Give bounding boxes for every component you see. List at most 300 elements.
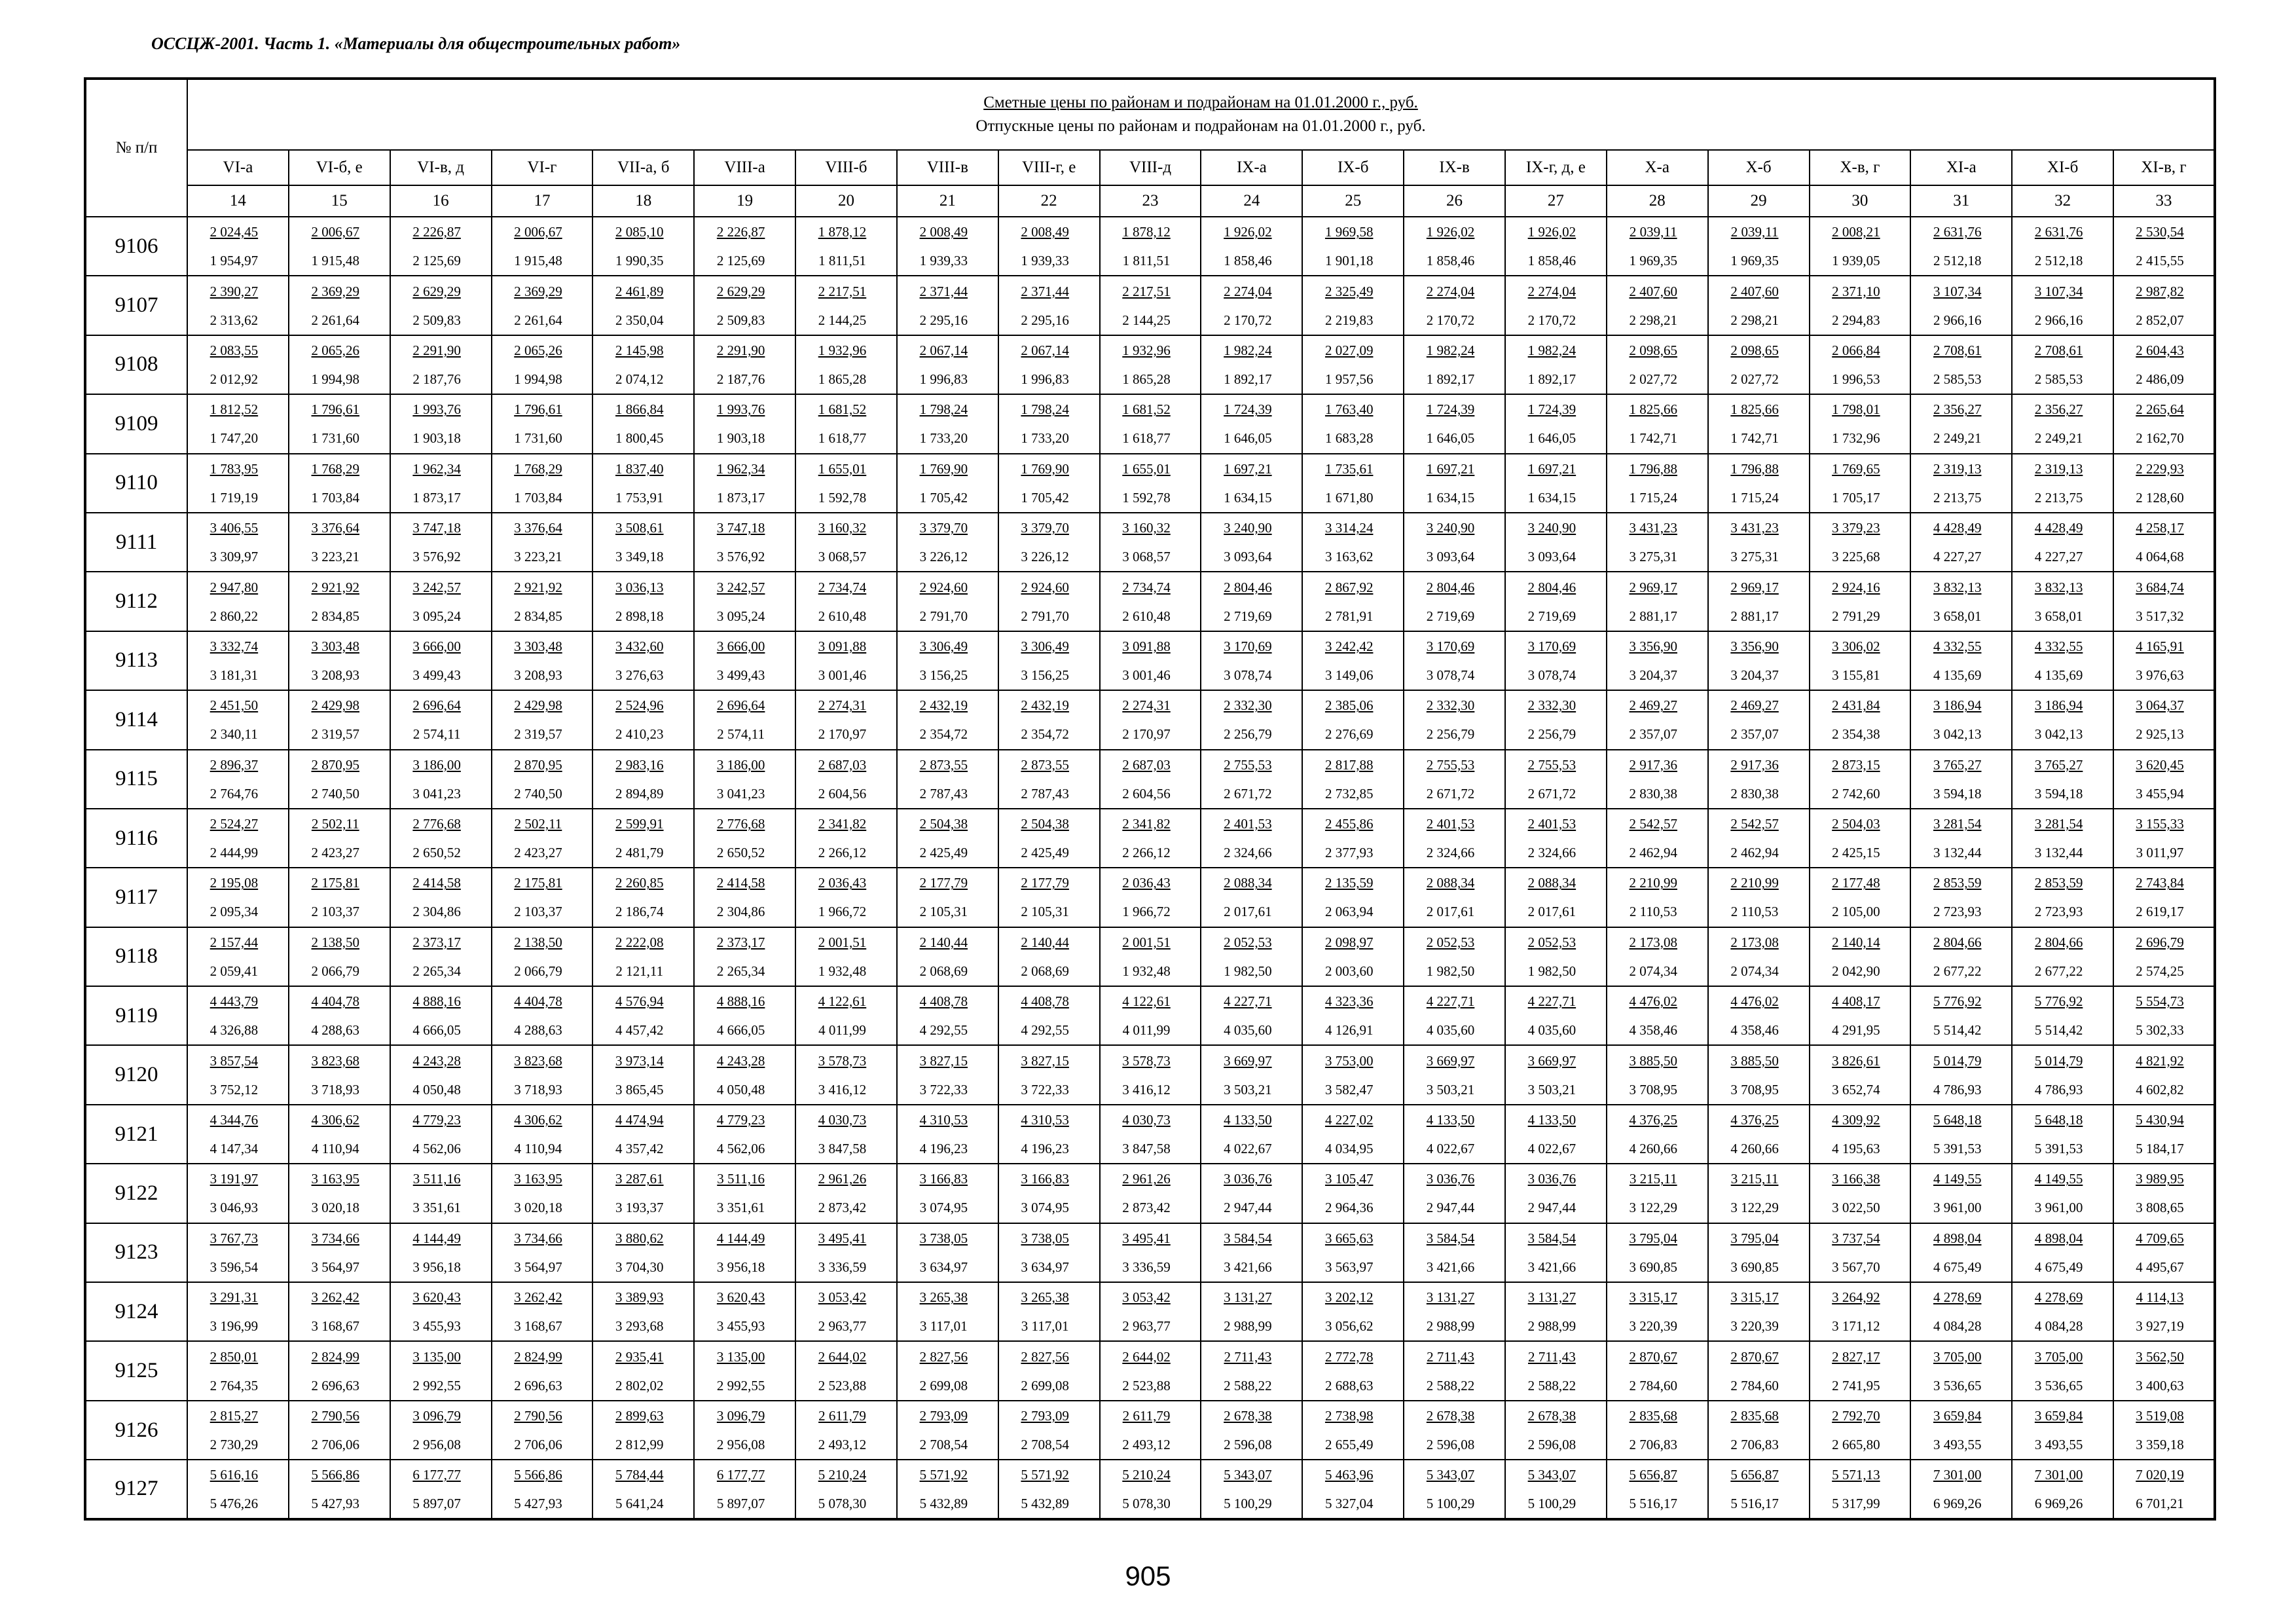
estimated-price: 3 857,54 <box>210 1052 259 1069</box>
price-cell <box>795 394 897 453</box>
price-cell <box>1302 1341 1404 1400</box>
price-cell <box>1404 1341 1505 1400</box>
price-cell <box>289 1223 390 1282</box>
price-cell <box>1505 394 1607 453</box>
release-price: 1 915,48 <box>311 253 360 269</box>
release-price: 2 462,94 <box>1629 845 1677 861</box>
release-price: 2 410,23 <box>615 726 664 743</box>
release-price: 3 078,74 <box>1224 667 1272 683</box>
release-price: 2 988,99 <box>1527 1318 1576 1335</box>
estimated-price: 5 776,92 <box>1933 993 1982 1010</box>
price-cell <box>1201 1105 1302 1164</box>
release-price: 3 722,33 <box>919 1081 968 1098</box>
estimated-price: 3 620,43 <box>716 1289 765 1306</box>
price-cell <box>2113 809 2215 868</box>
column-number: 20 <box>795 185 897 217</box>
estimated-price: 1 993,76 <box>412 401 461 418</box>
release-price: 3 351,61 <box>716 1200 765 1216</box>
release-price: 1 939,05 <box>1832 253 1880 269</box>
release-price: 2 481,79 <box>615 845 664 861</box>
estimated-price: 4 323,36 <box>1324 993 1374 1010</box>
price-cell <box>592 1045 694 1104</box>
estimated-price: 3 432,60 <box>615 638 664 654</box>
release-price: 3 020,18 <box>311 1200 360 1216</box>
estimated-price: 2 098,97 <box>1324 934 1374 950</box>
price-cell <box>1100 1282 1201 1341</box>
estimated-price: 3 765,27 <box>1933 756 1982 773</box>
price-cell <box>492 1460 593 1519</box>
estimated-price: 4 030,73 <box>1122 1112 1171 1128</box>
price-cell <box>187 809 289 868</box>
price-cell <box>998 868 1100 927</box>
release-price: 2 852,07 <box>2136 312 2184 328</box>
price-cell <box>592 690 694 749</box>
estimated-price: 2 921,92 <box>311 579 360 595</box>
price-cell <box>1708 1105 1810 1164</box>
estimated-price: 2 429,98 <box>514 697 562 714</box>
estimated-price: 2 140,44 <box>919 934 968 950</box>
price-cell <box>694 927 795 986</box>
estimated-price: 3 885,50 <box>1730 1052 1779 1069</box>
release-price: 2 834,85 <box>514 608 562 624</box>
release-price: 1 705,42 <box>919 489 968 506</box>
release-price: 2 066,79 <box>514 963 562 979</box>
price-cell <box>1302 335 1404 394</box>
price-cell <box>592 1164 694 1223</box>
estimated-price: 3 170,69 <box>1426 638 1475 654</box>
estimated-price: 2 274,31 <box>818 697 867 714</box>
release-price: 3 223,21 <box>514 549 562 565</box>
release-price: 5 078,30 <box>818 1495 867 1511</box>
estimated-price: 1 798,24 <box>919 401 968 418</box>
estimated-price: 4 332,55 <box>1933 638 1982 654</box>
price-cell <box>1302 1401 1404 1460</box>
release-price: 5 317,99 <box>1832 1495 1880 1511</box>
estimated-price: 2 935,41 <box>615 1348 664 1365</box>
row-number: 9119 <box>85 986 187 1045</box>
estimated-price: 2 502,11 <box>311 816 359 832</box>
price-cell <box>1201 572 1302 631</box>
release-price: 2 249,21 <box>1933 430 1982 447</box>
price-cell <box>1607 1401 1708 1460</box>
release-price: 3 455,94 <box>2136 785 2184 802</box>
price-cell <box>1910 335 2012 394</box>
release-price: 3 704,30 <box>615 1259 664 1275</box>
release-price: 2 677,22 <box>2034 963 2083 979</box>
estimated-price: 3 053,42 <box>1122 1289 1171 1306</box>
estimated-price: 3 281,54 <box>1933 816 1982 832</box>
estimated-price: 3 379,70 <box>1021 520 1069 536</box>
row-number: 9108 <box>85 335 187 394</box>
estimated-price: 3 170,69 <box>1527 638 1576 654</box>
release-price: 3 634,97 <box>919 1259 968 1275</box>
price-cell <box>1607 1045 1708 1104</box>
estimated-price: 4 408,78 <box>919 993 968 1010</box>
column-number: 17 <box>492 185 593 217</box>
estimated-price: 3 389,93 <box>615 1289 664 1306</box>
release-price: 1 994,98 <box>311 371 360 387</box>
release-price: 2 791,29 <box>1832 608 1880 624</box>
release-price: 3 078,74 <box>1426 667 1475 683</box>
price-cell <box>1708 1401 1810 1460</box>
estimated-price: 2 772,78 <box>1324 1348 1374 1365</box>
release-price: 3 421,66 <box>1527 1259 1576 1275</box>
release-price: 3 847,58 <box>818 1141 867 1157</box>
table-row <box>85 986 2215 1045</box>
estimated-price: 3 264,92 <box>1832 1289 1880 1306</box>
price-cell <box>592 335 694 394</box>
release-price: 2 295,16 <box>919 312 968 328</box>
estimated-price: 3 832,13 <box>1933 579 1982 595</box>
estimated-price: 2 265,64 <box>2136 401 2184 418</box>
price-cell <box>289 217 390 276</box>
release-price: 1 939,33 <box>1021 253 1069 269</box>
release-price: 2 992,55 <box>716 1377 765 1393</box>
release-price: 3 078,74 <box>1527 667 1576 683</box>
release-price: 2 512,18 <box>1933 253 1982 269</box>
price-cell <box>187 1341 289 1400</box>
release-price: 2 213,75 <box>2034 489 2083 506</box>
price-cell <box>592 809 694 868</box>
estimated-price: 1 866,84 <box>615 401 664 418</box>
release-price: 1 939,33 <box>919 253 968 269</box>
estimated-price: 2 987,82 <box>2136 283 2184 299</box>
release-price: 2 742,60 <box>1832 785 1880 802</box>
release-price: 1 715,24 <box>1629 489 1677 506</box>
price-cell <box>1302 1105 1404 1164</box>
release-price: 1 858,46 <box>1426 253 1475 269</box>
region-header: VI-в, д <box>390 150 492 185</box>
price-cell <box>1404 1401 1505 1460</box>
estimated-price: 4 332,55 <box>2034 638 2083 654</box>
price-cell <box>1404 217 1505 276</box>
release-price: 4 011,99 <box>818 1022 866 1039</box>
release-price: 4 110,94 <box>311 1141 359 1157</box>
region-header: X-в, г <box>1810 150 1911 185</box>
estimated-price: 2 870,67 <box>1730 1348 1779 1365</box>
table-row <box>85 276 2215 335</box>
estimated-price: 2 804,46 <box>1527 579 1576 595</box>
release-price: 5 427,93 <box>514 1495 562 1511</box>
price-cell <box>1708 1164 1810 1223</box>
estimated-price: 3 747,18 <box>412 520 461 536</box>
price-cell <box>1302 394 1404 453</box>
price-cell <box>694 1460 795 1519</box>
estimated-price: 3 584,54 <box>1527 1230 1576 1246</box>
region-header: VI-г <box>492 150 593 185</box>
estimated-price: 5 784,44 <box>615 1466 664 1483</box>
estimated-price: 7 301,00 <box>2034 1466 2083 1483</box>
release-price: 4 110,94 <box>514 1141 562 1157</box>
release-price: 3 493,55 <box>2034 1437 2083 1452</box>
estimated-price: 3 508,61 <box>615 520 664 536</box>
price-cell <box>795 335 897 394</box>
price-cell <box>1201 276 1302 335</box>
release-price: 2 585,53 <box>1933 371 1982 387</box>
estimated-price: 6 177,77 <box>412 1466 461 1483</box>
price-cell <box>1607 690 1708 749</box>
estimated-price: 2 687,03 <box>1122 756 1171 773</box>
estimated-price: 5 343,07 <box>1426 1466 1475 1483</box>
release-price: 2 340,11 <box>210 726 258 743</box>
estimated-price: 4 888,16 <box>716 993 765 1010</box>
estimated-price: 2 229,93 <box>2136 460 2184 477</box>
release-price: 1 592,78 <box>1122 489 1171 506</box>
table-row <box>85 750 2215 809</box>
release-price: 1 732,96 <box>1832 430 1880 447</box>
release-price: 1 994,98 <box>514 371 562 387</box>
release-price: 3 122,29 <box>1629 1200 1677 1216</box>
release-price: 2 708,54 <box>1021 1437 1069 1452</box>
price-cell <box>998 454 1100 513</box>
release-price: 2 671,72 <box>1224 785 1272 802</box>
price-cell <box>2012 1164 2113 1223</box>
release-price: 2 706,83 <box>1730 1437 1779 1452</box>
price-cell <box>1201 1164 1302 1223</box>
estimated-price: 1 962,34 <box>716 460 765 477</box>
estimated-price: 3 107,34 <box>1933 283 1982 299</box>
release-price: 2 947,44 <box>1426 1200 1475 1216</box>
price-cell <box>1100 690 1201 749</box>
release-price: 4 666,05 <box>716 1022 765 1039</box>
release-price: 2 103,37 <box>311 904 360 920</box>
price-cell <box>2012 1282 2113 1341</box>
price-cell <box>1607 1223 1708 1282</box>
estimated-price: 2 738,98 <box>1324 1408 1374 1424</box>
price-cell <box>1100 1460 1201 1519</box>
estimated-price: 3 096,79 <box>716 1408 765 1424</box>
release-price: 2 017,61 <box>1527 904 1576 920</box>
release-price: 2 110,53 <box>1730 904 1779 920</box>
release-price: 2 688,63 <box>1324 1377 1374 1393</box>
release-price: 5 391,53 <box>1933 1141 1982 1157</box>
estimated-price: 5 571,92 <box>1021 1466 1069 1483</box>
estimated-price: 3 767,73 <box>210 1230 259 1246</box>
release-price: 1 858,46 <box>1527 253 1576 269</box>
price-cell <box>998 1105 1100 1164</box>
estimated-price: 2 896,37 <box>210 756 259 773</box>
release-price: 2 423,27 <box>514 845 562 861</box>
estimated-price: 3 684,74 <box>2136 579 2184 595</box>
price-cell <box>1810 1341 1911 1400</box>
estimated-price: 2 431,84 <box>1832 697 1880 714</box>
estimated-price: 3 186,94 <box>2034 697 2083 714</box>
price-cell <box>1100 276 1201 335</box>
price-cell <box>2012 513 2113 572</box>
price-cell <box>390 868 492 927</box>
estimated-price: 2 644,02 <box>818 1348 867 1365</box>
release-price: 3 095,24 <box>716 608 765 624</box>
price-cell <box>1201 454 1302 513</box>
release-price: 2 719,69 <box>1426 608 1475 624</box>
release-price: 2 170,97 <box>1122 726 1171 743</box>
estimated-price: 2 873,55 <box>919 756 968 773</box>
release-price: 1 969,35 <box>1629 253 1677 269</box>
estimated-price: 4 309,92 <box>1832 1112 1880 1128</box>
table-row <box>85 1223 2215 1282</box>
price-cell <box>1100 454 1201 513</box>
price-cell <box>1708 454 1810 513</box>
release-price: 3 563,97 <box>1324 1259 1374 1275</box>
release-price: 4 675,49 <box>2034 1259 2083 1275</box>
price-cell <box>1505 750 1607 809</box>
release-price: 5 432,89 <box>919 1495 968 1511</box>
estimated-price: 2 755,53 <box>1224 756 1272 773</box>
release-price: 2 256,79 <box>1224 726 1272 743</box>
price-cell <box>390 1401 492 1460</box>
price-cell <box>2012 690 2113 749</box>
estimated-price: 3 376,64 <box>311 520 360 536</box>
price-cell <box>592 927 694 986</box>
price-cell <box>2113 1105 2215 1164</box>
price-cell <box>2012 394 2113 453</box>
release-price: 6 701,21 <box>2136 1495 2184 1511</box>
price-cell <box>795 927 897 986</box>
column-number: 24 <box>1201 185 1302 217</box>
price-cell <box>1910 868 2012 927</box>
estimated-price: 3 240,90 <box>1527 520 1576 536</box>
price-cell <box>1708 1223 1810 1282</box>
price-cell <box>998 276 1100 335</box>
price-cell <box>187 1164 289 1223</box>
release-price: 2 144,25 <box>1122 312 1171 328</box>
release-price: 4 084,28 <box>1933 1318 1982 1335</box>
price-cell <box>1708 1460 1810 1519</box>
estimated-price: 3 747,18 <box>716 520 765 536</box>
estimated-price: 2 274,04 <box>1527 283 1576 299</box>
price-cell <box>795 1341 897 1400</box>
price-cell <box>1810 1223 1911 1282</box>
estimated-price: 1 655,01 <box>1122 460 1171 477</box>
price-cell <box>1810 631 1911 690</box>
release-price: 2 170,97 <box>818 726 867 743</box>
region-header: VIII-в <box>897 150 998 185</box>
release-price: 1 996,53 <box>1832 371 1880 387</box>
price-cell <box>1810 572 1911 631</box>
estimated-price: 2 542,57 <box>1629 816 1677 832</box>
price-cell <box>897 572 998 631</box>
release-price: 3 041,23 <box>412 785 461 802</box>
price-cell <box>2113 454 2215 513</box>
estimated-price: 2 319,13 <box>1933 460 1982 477</box>
estimated-price: 2 157,44 <box>210 934 259 950</box>
price-cell <box>2113 1460 2215 1519</box>
price-cell <box>795 1401 897 1460</box>
estimated-price: 4 898,04 <box>2034 1230 2083 1246</box>
release-price: 5 100,29 <box>1224 1495 1272 1511</box>
estimated-price: 2 743,84 <box>2136 875 2184 891</box>
release-price: 1 618,77 <box>1122 430 1171 447</box>
estimated-price: 2 631,76 <box>2034 224 2083 240</box>
estimated-price: 2 604,43 <box>2136 342 2184 358</box>
release-price: 2 574,25 <box>2136 963 2184 979</box>
price-cell <box>1810 276 1911 335</box>
release-price: 3 421,66 <box>1224 1259 1272 1275</box>
release-price: 3 093,64 <box>1527 549 1576 565</box>
price-cell <box>492 690 593 749</box>
price-cell <box>2012 276 2113 335</box>
price-cell <box>1505 1401 1607 1460</box>
estimated-price: 3 666,00 <box>412 638 461 654</box>
release-price: 2 723,93 <box>2034 904 2083 920</box>
release-price: 4 126,91 <box>1324 1022 1374 1039</box>
estimated-price: 2 175,81 <box>311 875 360 891</box>
column-number: 21 <box>897 185 998 217</box>
release-price: 2 493,12 <box>1122 1437 1171 1452</box>
estimated-price: 2 678,38 <box>1426 1408 1475 1424</box>
price-cell <box>1910 572 2012 631</box>
price-cell <box>1404 868 1505 927</box>
estimated-price: 2 291,90 <box>412 342 461 358</box>
price-cell <box>1910 690 2012 749</box>
price-cell <box>1810 1460 1911 1519</box>
price-cell <box>2012 631 2113 690</box>
estimated-price: 3 562,50 <box>2136 1348 2184 1365</box>
estimated-price: 1 825,66 <box>1730 401 1779 418</box>
estimated-price: 2 924,16 <box>1832 579 1880 595</box>
price-cell <box>1910 750 2012 809</box>
estimated-price: 4 133,50 <box>1527 1112 1576 1128</box>
price-cell <box>1910 1045 2012 1104</box>
release-price: 3 455,93 <box>412 1318 461 1335</box>
estimated-price: 3 160,32 <box>818 520 867 536</box>
price-cell <box>795 1223 897 1282</box>
price-cell <box>289 1282 390 1341</box>
price-cell <box>1201 927 1302 986</box>
price-cell <box>492 1164 593 1223</box>
estimated-price: 5 210,24 <box>1122 1466 1171 1483</box>
release-price: 3 336,59 <box>1122 1259 1171 1275</box>
estimated-price: 2 827,17 <box>1832 1348 1880 1365</box>
estimated-price: 3 356,90 <box>1730 638 1779 654</box>
estimated-price: 2 039,11 <box>1730 224 1779 240</box>
price-cell <box>1708 217 1810 276</box>
release-price: 2 103,37 <box>514 904 562 920</box>
price-cell <box>289 454 390 513</box>
release-price: 3 503,21 <box>1426 1081 1475 1098</box>
price-cell <box>1910 1401 2012 1460</box>
estimated-price: 2 644,02 <box>1122 1348 1171 1365</box>
estimated-price: 1 768,29 <box>311 460 360 477</box>
release-price: 4 227,27 <box>2034 549 2083 565</box>
price-cell <box>897 513 998 572</box>
estimated-price: 3 519,08 <box>2136 1408 2184 1424</box>
release-price: 2 042,90 <box>1832 963 1880 979</box>
column-number: 18 <box>592 185 694 217</box>
column-number: 33 <box>2113 185 2215 217</box>
release-price: 3 275,31 <box>1730 549 1779 565</box>
estimated-price: 5 566,86 <box>311 1466 360 1483</box>
release-price: 2 963,77 <box>818 1318 867 1335</box>
table-row <box>85 335 2215 394</box>
release-price: 2 256,79 <box>1527 726 1576 743</box>
release-price: 2 574,11 <box>412 726 461 743</box>
price-cell <box>795 1105 897 1164</box>
estimated-price: 1 932,96 <box>818 342 867 358</box>
estimated-price: 2 140,44 <box>1021 934 1069 950</box>
price-cell <box>1302 1164 1404 1223</box>
release-price: 4 260,66 <box>1629 1141 1677 1157</box>
release-price: 2 781,91 <box>1324 608 1374 624</box>
estimated-price: 2 899,63 <box>615 1408 664 1424</box>
estimated-price: 1 982,24 <box>1426 342 1475 358</box>
price-cell <box>694 454 795 513</box>
price-cell <box>492 276 593 335</box>
release-price: 1 982,50 <box>1426 963 1475 979</box>
release-price: 3 122,29 <box>1730 1200 1779 1216</box>
estimated-price: 2 873,15 <box>1832 756 1880 773</box>
estimated-price: 1 932,96 <box>1122 342 1171 358</box>
